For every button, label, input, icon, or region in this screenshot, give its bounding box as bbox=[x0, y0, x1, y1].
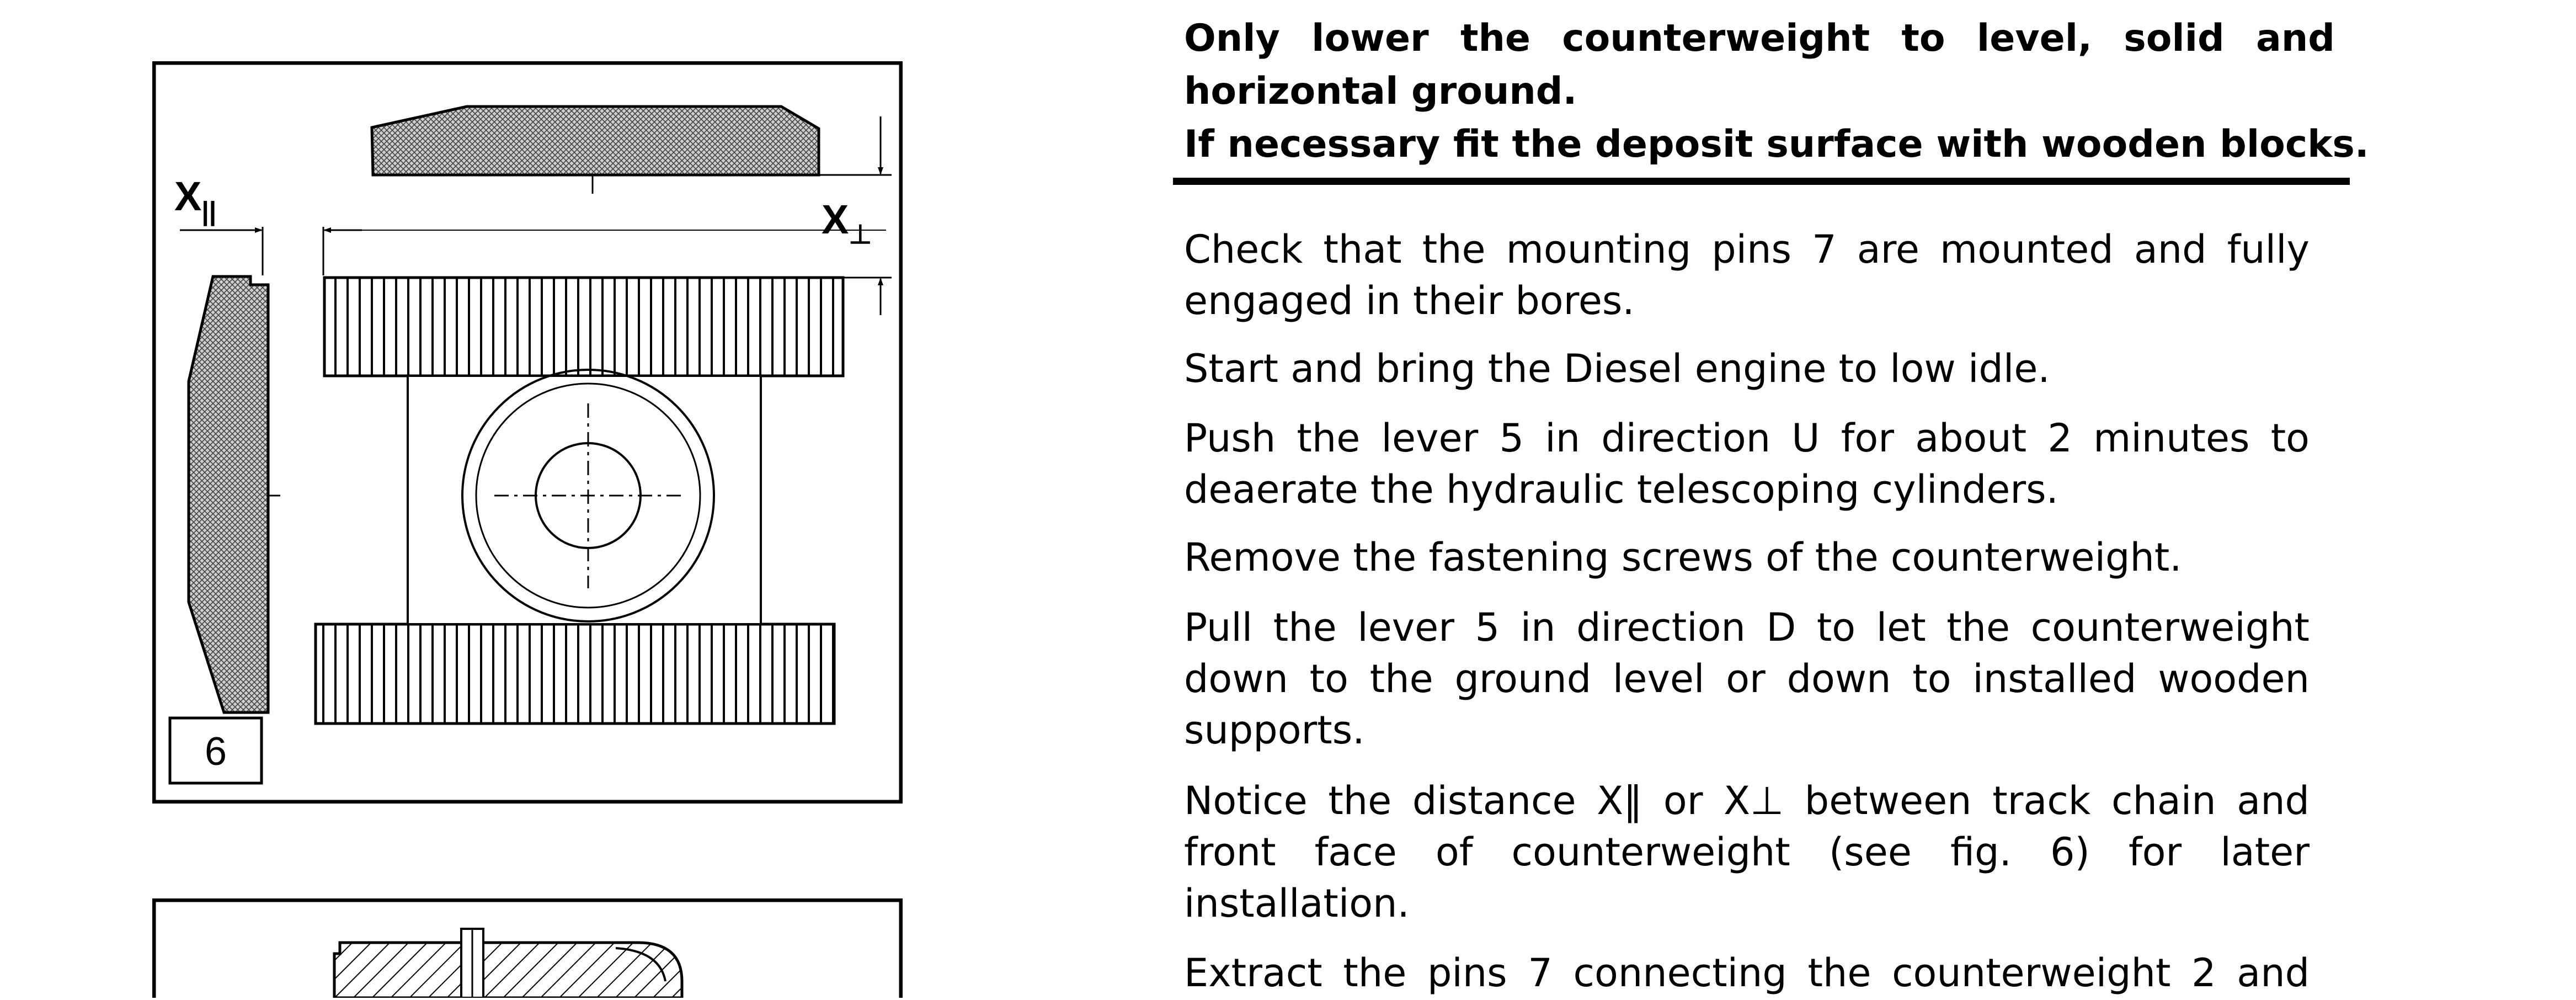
step-line: Extract the pins 7 connecting the counterweight 2 and bbox=[1184, 950, 2310, 996]
figure-7-partial bbox=[152, 898, 903, 998]
step-line: engaged in their bores. bbox=[1184, 278, 1635, 323]
warning-line-2: horizontal ground. bbox=[1184, 70, 1577, 113]
warning-line-1: Only lower the counterweight to level, solid and bbox=[1184, 17, 2335, 60]
step-line: Start and bring the Diesel engine to low idle. bbox=[1184, 346, 2050, 391]
step-check-pins bbox=[1184, 224, 2310, 327]
dim-x-perp-label bbox=[822, 196, 872, 249]
step-deaerate bbox=[1184, 413, 2310, 515]
dim-x-parallel-label bbox=[174, 173, 216, 226]
step-line: Notice the distance X‖ or X⊥ between track chain and bbox=[1184, 778, 2310, 823]
step-line: installation. bbox=[1184, 881, 1410, 926]
dim-x-perp-main: X bbox=[822, 196, 849, 242]
step-line: down to the ground level or down to installed wooden bbox=[1184, 656, 2310, 701]
step-notice-distance bbox=[1184, 775, 2310, 929]
step-lower-counterweight bbox=[1184, 602, 2310, 756]
figure-6 bbox=[152, 61, 903, 804]
step-line: deaerate the hydraulic telescoping cylinders. bbox=[1184, 467, 2058, 512]
step-line: front face of counterweight (see fig. 6) for later bbox=[1184, 829, 2310, 875]
step-line: Check that the mounting pins 7 are mounted and fully bbox=[1184, 227, 2310, 272]
dim-x-parallel-main: X bbox=[174, 173, 202, 219]
step-line: Remove the fastening screws of the counterweight. bbox=[1184, 535, 2182, 580]
counterweight-top bbox=[372, 107, 819, 175]
track-chain-lower bbox=[316, 624, 834, 724]
step-extract-pins bbox=[1184, 948, 2310, 999]
step-line: supports. bbox=[1184, 708, 1365, 753]
warning-line-3: If necessary fit the deposit surface with wooden blocks. bbox=[1184, 123, 2369, 166]
counterweight-side bbox=[189, 276, 268, 712]
step-remove-screws bbox=[1184, 532, 2310, 583]
dim-x-perp-sub: ⊥ bbox=[849, 220, 872, 249]
carbody bbox=[408, 376, 761, 624]
warning-separator bbox=[1173, 178, 2350, 185]
step-start-engine bbox=[1184, 343, 2310, 395]
figure-number: 6 bbox=[204, 730, 227, 774]
step-line: Pull the lever 5 in direction D to let the counterweight bbox=[1184, 605, 2310, 650]
track-chain-upper bbox=[324, 278, 843, 376]
dim-x-parallel-sub: || bbox=[201, 197, 217, 226]
step-line: Push the lever 5 in direction U for about 2 minutes to bbox=[1184, 416, 2310, 461]
